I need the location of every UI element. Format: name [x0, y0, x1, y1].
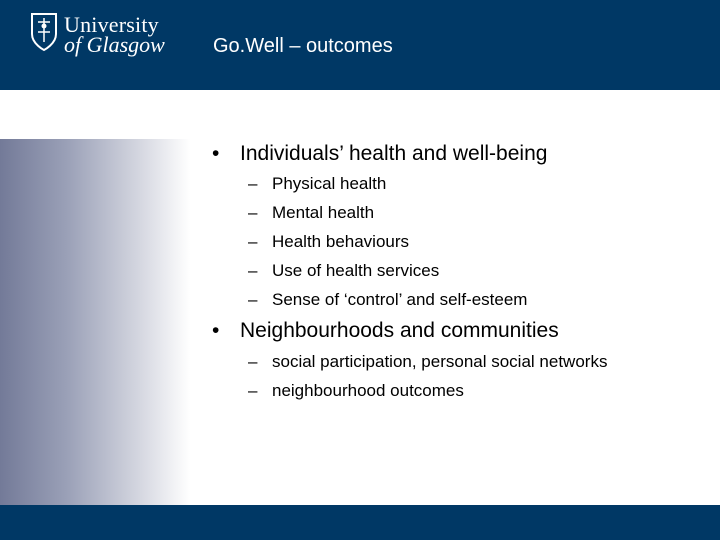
sub-item-label: Use of health services: [272, 261, 440, 280]
bullet-mark: •: [212, 142, 220, 165]
bullet-item-individuals: [212, 141, 547, 167]
content-panel: [0, 90, 720, 505]
sub-item-label: social participation, personal social networks: [272, 352, 608, 371]
bullet-mark: •: [212, 319, 220, 342]
sub-item-label: Sense of ‘control’ and self-esteem: [272, 290, 528, 309]
dash-mark: –: [248, 232, 258, 251]
logo-text-of-glasgow: of Glasgow: [64, 32, 165, 57]
bullet-heading: Individuals’ health and well-being: [240, 142, 548, 165]
sub-item: [248, 289, 527, 311]
slide-title: Go.Well – outcomes: [213, 35, 393, 57]
bullet-item-neighbourhoods: [212, 318, 559, 344]
sub-item-label: Physical health: [272, 174, 387, 193]
logo-text-university: University: [64, 12, 159, 37]
university-logo: [30, 12, 190, 64]
dash-mark: –: [248, 174, 258, 193]
header-band: [0, 0, 720, 90]
sub-item-label: neighbourhood outcomes: [272, 381, 464, 400]
sub-item-label: Mental health: [272, 203, 375, 222]
bullet-heading: Neighbourhoods and communities: [240, 319, 559, 342]
dash-mark: –: [248, 290, 258, 309]
sub-item: [248, 260, 439, 282]
footer-band: [0, 505, 720, 540]
left-gradient-band: [0, 139, 190, 505]
dash-mark: –: [248, 261, 258, 280]
crest-icon: [30, 12, 58, 52]
sub-item: [248, 380, 464, 402]
sub-item: [248, 351, 607, 373]
dash-mark: –: [248, 352, 258, 371]
sub-item: [248, 231, 409, 253]
sub-item: [248, 173, 386, 195]
dash-mark: –: [248, 203, 258, 222]
sub-item: [248, 202, 374, 224]
dash-mark: –: [248, 381, 258, 400]
sub-item-label: Health behaviours: [272, 232, 410, 251]
